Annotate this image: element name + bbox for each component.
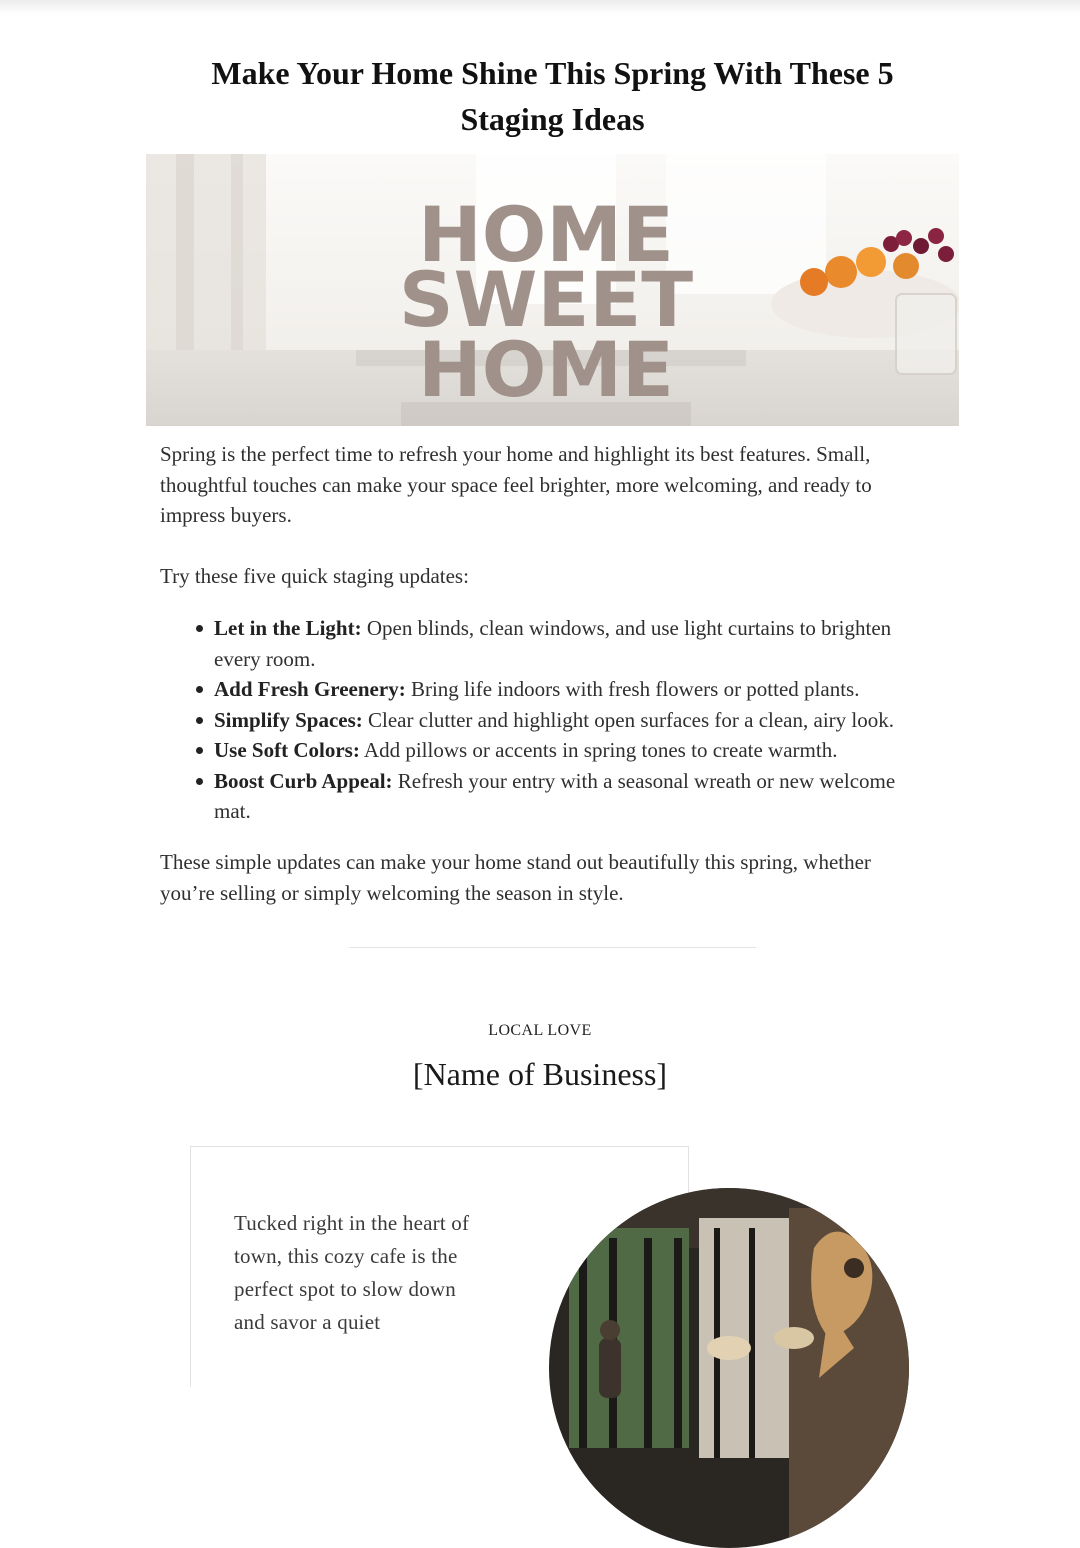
list-item xyxy=(160,705,930,736)
bullet-icon xyxy=(196,625,203,632)
bullet-icon xyxy=(196,717,203,724)
intro-paragraph: Spring is the perfect time to refresh your home and highlight its best features. Small, thoughtful touches can make your space feel brighter, more welcoming, and ready to impress buyers. xyxy=(160,442,872,527)
section-eyebrow: LOCAL LOVE xyxy=(488,1022,592,1039)
tip-label: Use Soft Colors: xyxy=(214,738,360,762)
top-fade xyxy=(0,0,1080,14)
tip-label: Boost Curb Appeal: xyxy=(214,768,393,793)
sign-line-sweet: SWEET xyxy=(398,255,694,344)
bullet-icon xyxy=(196,778,203,785)
cafe-photo xyxy=(549,1188,909,1548)
section-divider xyxy=(349,947,756,948)
list-item xyxy=(160,674,930,705)
list-item xyxy=(160,735,930,766)
tip-text: Clear clutter and highlight open surfaces for a clean, airy look. xyxy=(362,707,894,732)
business-description: Tucked right in the heart of town, this cozy cafe is the perfect spot to slow down and savor a quiet xyxy=(234,1211,470,1334)
list-item xyxy=(160,613,930,674)
article-title: Make Your Home Shine This Spring With These 5 Staging Ideas xyxy=(211,55,894,137)
business-name: [Name of Business] xyxy=(412,1056,668,1092)
hero-image xyxy=(146,154,959,426)
list-item xyxy=(160,766,930,827)
tip-label: Let in the Light: xyxy=(214,616,362,640)
staging-tips-list xyxy=(160,613,930,827)
tip-text: Open blinds, clean windows, and use light curtains to brighten every room. xyxy=(214,616,892,671)
list-intro: Try these five quick staging updates: xyxy=(160,564,469,588)
sign-line-home: HOME xyxy=(418,190,674,279)
tip-label: Simplify Spaces: xyxy=(214,707,363,732)
bullet-icon xyxy=(196,747,203,754)
tip-text: Refresh your entry with a seasonal wreath or new welcome mat. xyxy=(214,768,896,823)
outro-paragraph: These simple updates can make your home stand out beautifully this spring, whether you’re selling or simply welcoming the season in style. xyxy=(160,850,871,905)
tip-text: Bring life indoors with fresh flowers or potted plants. xyxy=(405,677,860,701)
sign-line-home-2: HOME xyxy=(418,325,674,414)
tip-text: Add pillows or accents in spring tones to create warmth. xyxy=(359,738,838,762)
bullet-icon xyxy=(196,686,203,693)
tip-label: Add Fresh Greenery: xyxy=(214,677,406,701)
